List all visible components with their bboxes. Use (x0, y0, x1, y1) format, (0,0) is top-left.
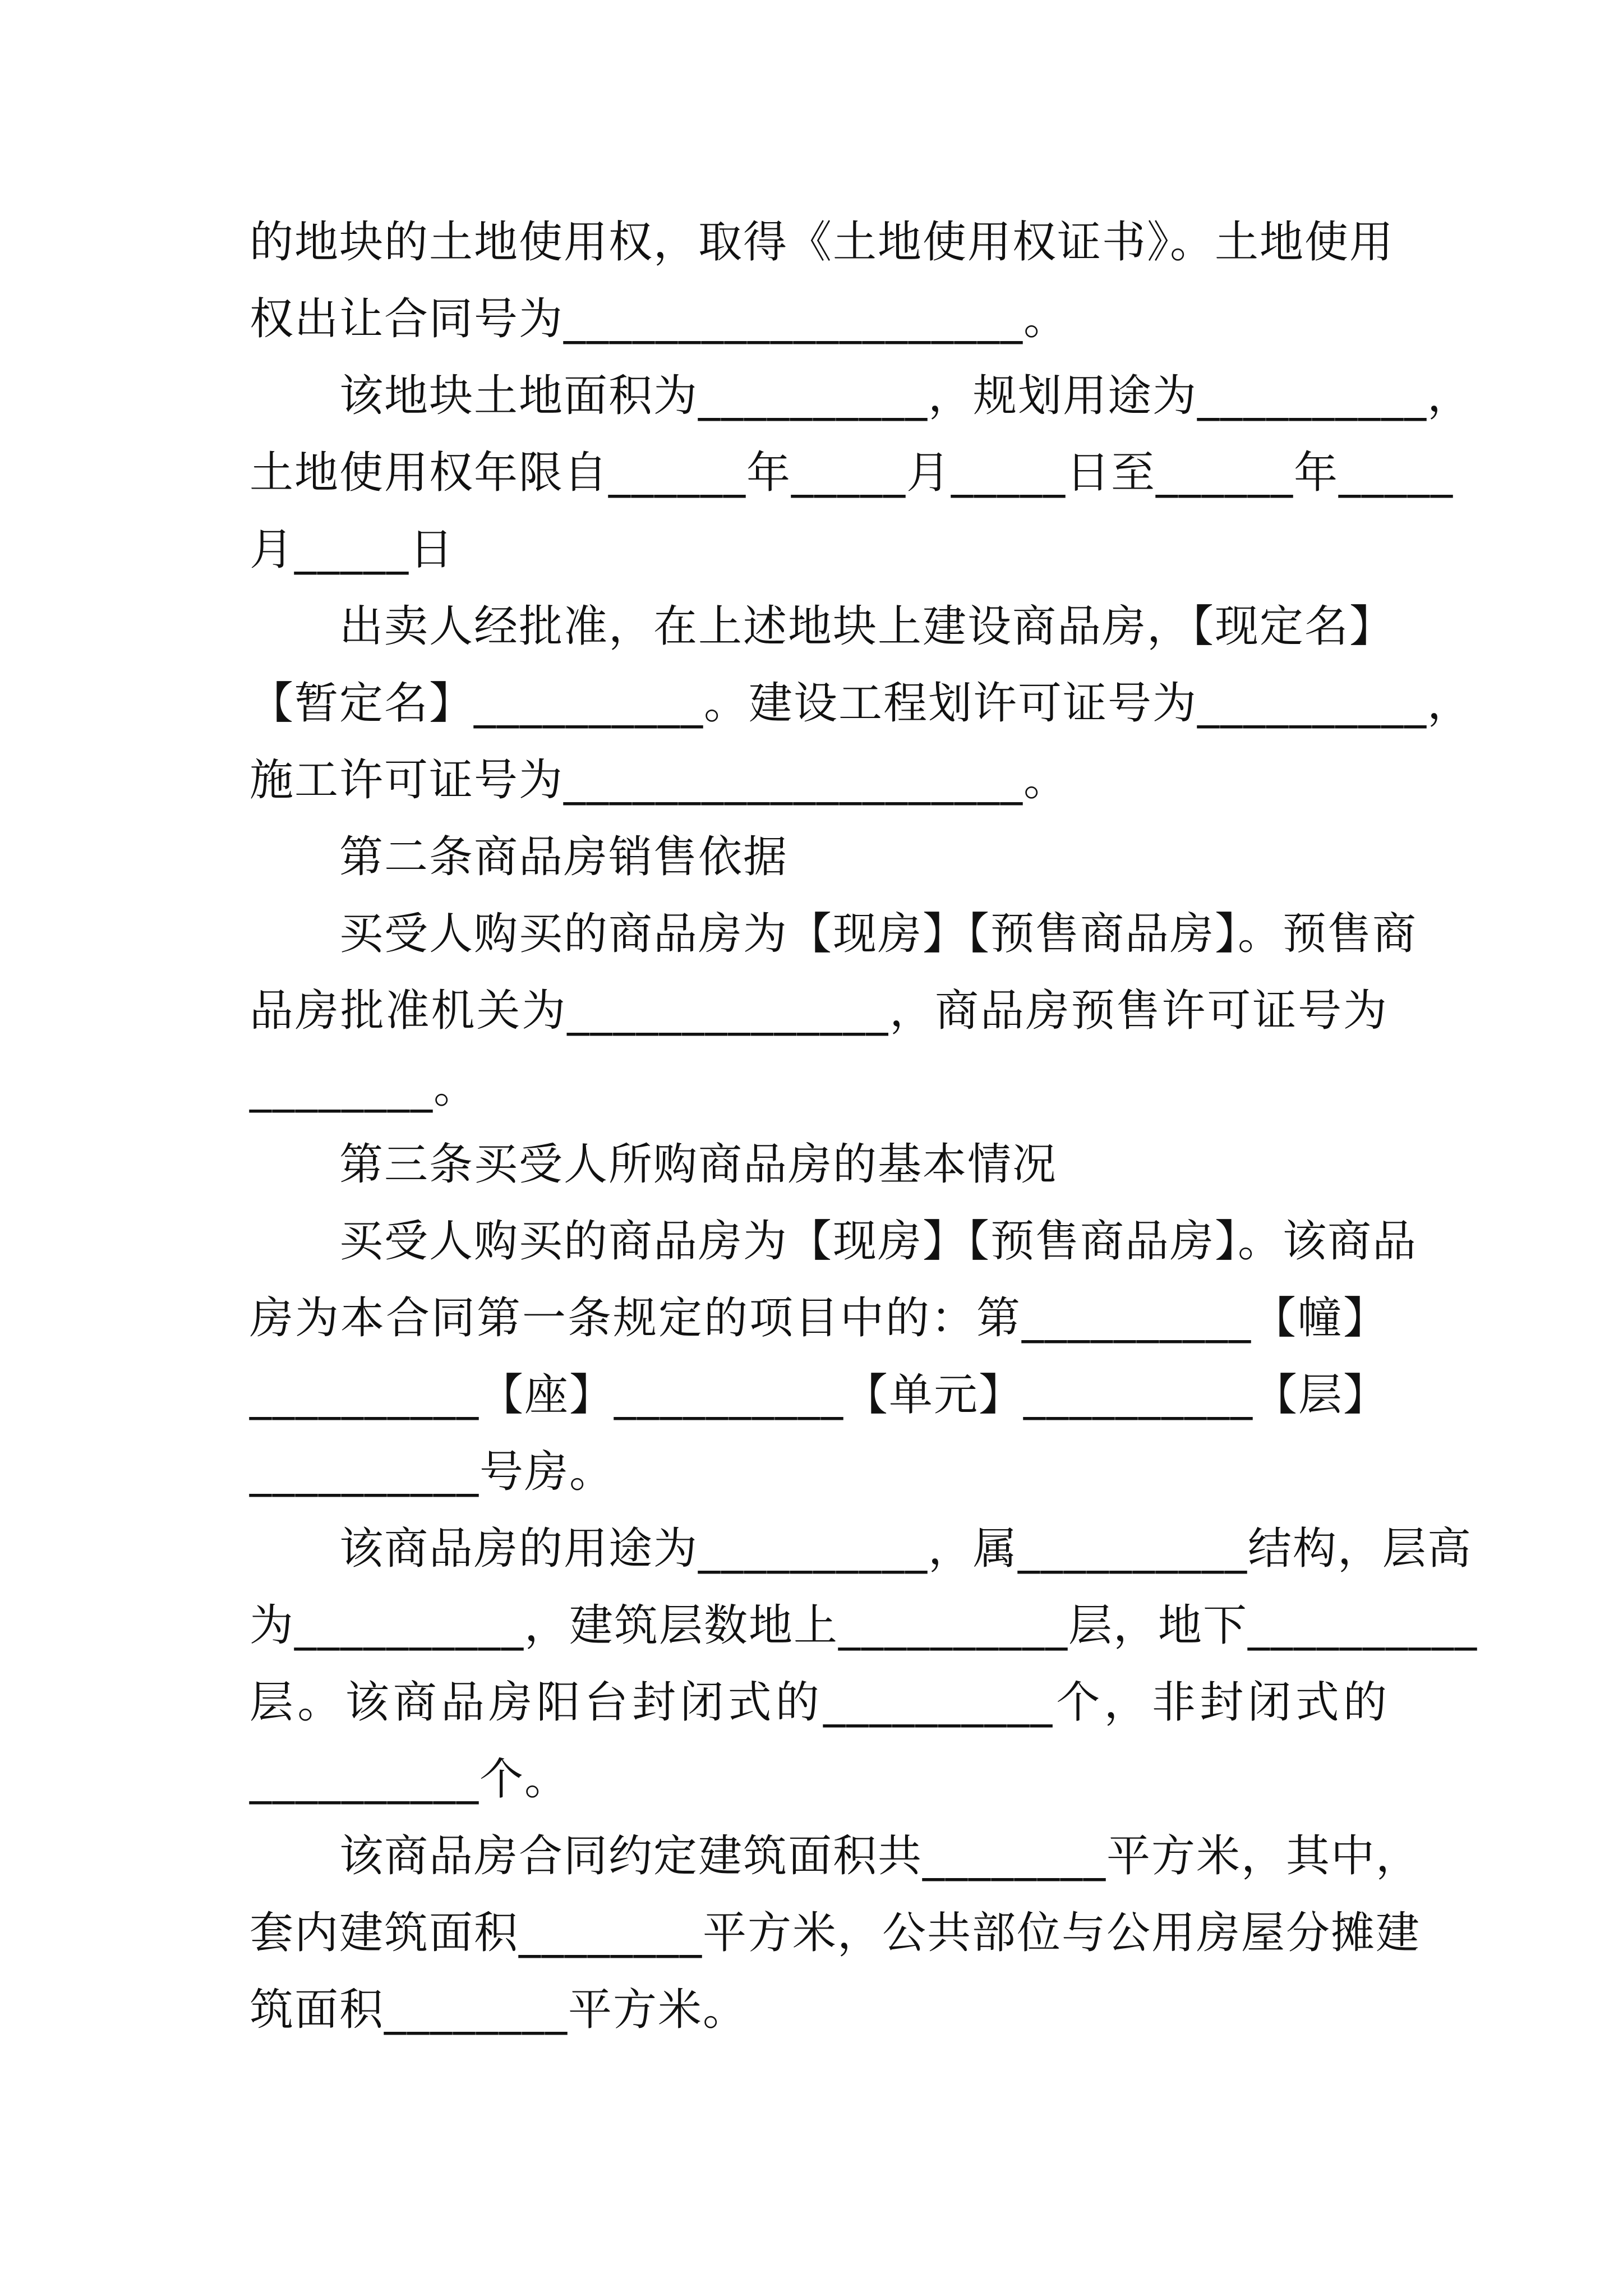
body-line: __________个。 (250, 1754, 570, 1805)
body-line: 权出让合同号为____________________。 (250, 294, 1069, 344)
body-line: 该商品房的用途为__________，属__________结构，层高 (339, 1524, 1473, 1574)
body-line: __________号房。 (250, 1447, 615, 1497)
body-line: 的地块的土地使用权，取得《土地使用权证书》。土地使用 (250, 217, 1395, 268)
body-line: 套内建筑面积________平方米，公共部位与公用房屋分摊建 (250, 1908, 1421, 1958)
body-line: __________【座】__________【单元】__________【层】 (250, 1370, 1389, 1420)
body-line: 买受人购买的商品房为【现房】【预售商品房】。该商品 (339, 1216, 1418, 1267)
body-line: 出卖人经批准，在上述地块上建设商品房，【现定名】 (339, 601, 1395, 652)
body-line: 层。该商品房阳台封闭式的__________个，非封闭式的 (250, 1677, 1388, 1728)
body-line: 该地块土地面积为__________，规划用途为__________， (339, 371, 1473, 421)
body-line: 房为本合同第一条规定的项目中的：第__________【幢】 (250, 1293, 1388, 1343)
body-line: 该商品房合同约定建筑面积共________平方米，其中， (339, 1831, 1421, 1881)
section-heading: 第三条买受人所购商品房的基本情况 (339, 1139, 1058, 1190)
section-heading: 第二条商品房销售依据 (339, 832, 789, 882)
body-line: 土地使用权年限自______年_____月_____日至______年_____ (250, 448, 1454, 498)
body-line: 为__________，建筑层数地上__________层，地下__________ (250, 1600, 1478, 1651)
body-line: 月_____日 (250, 524, 455, 575)
body-line: 筑面积________平方米。 (250, 1985, 748, 2035)
body-line: 买受人购买的商品房为【现房】【预售商品房】。预售商 (339, 909, 1418, 959)
body-line: 施工许可证号为____________________。 (250, 755, 1069, 806)
body-line: 品房批准机关为______________，商品房预售许可证号为 (250, 986, 1388, 1036)
body-line: 【暂定名】__________。建设工程划许可证号为__________， (250, 678, 1473, 729)
body-line: ________。 (250, 1062, 479, 1113)
